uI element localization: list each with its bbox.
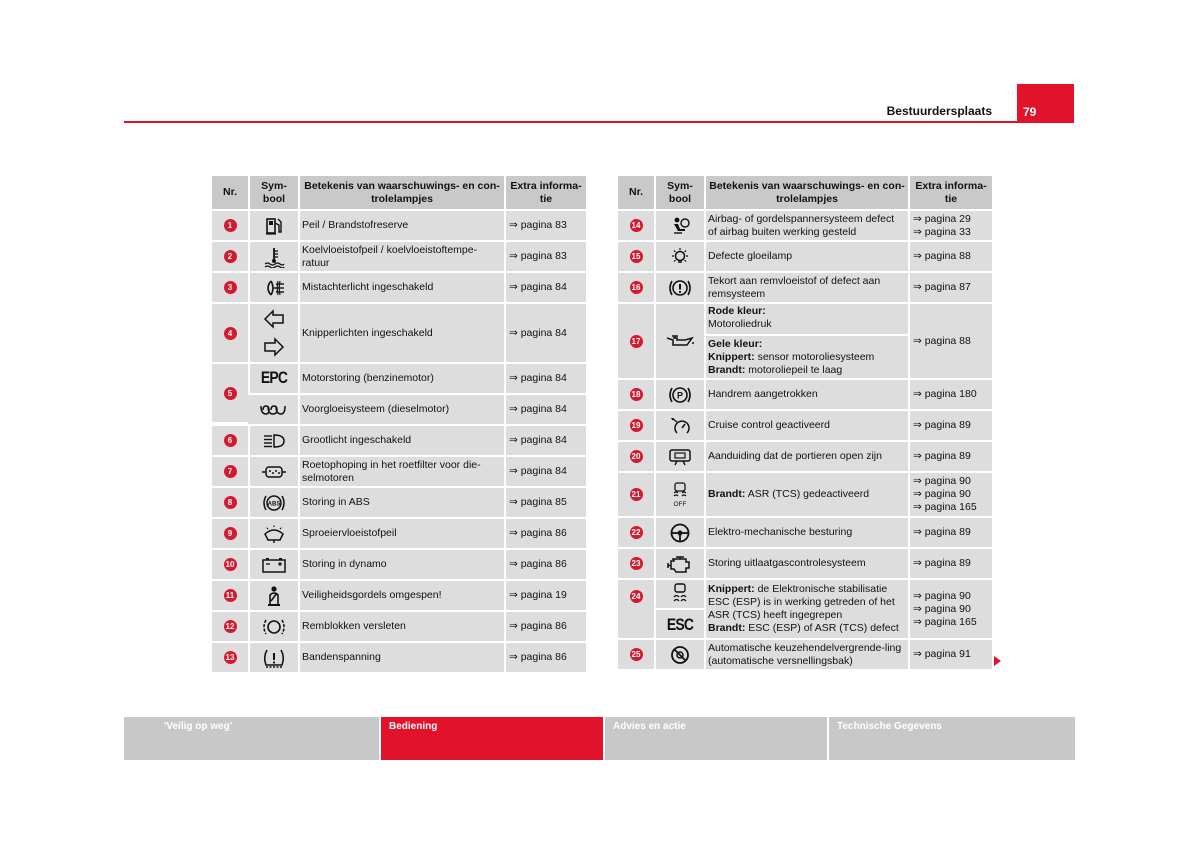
- asr-off-label: OFF: [673, 500, 687, 508]
- table-row: [618, 549, 992, 578]
- burn-label: Brandt:: [708, 488, 746, 500]
- row-description: Airbag- of gordelspannersysteem defect of airbag buiten werking gesteld: [704, 211, 908, 240]
- row-description: Motoroliedruk: [708, 318, 772, 330]
- table-row: [212, 273, 586, 302]
- col-header-nr: Nr.: [618, 176, 654, 209]
- row-description: ESC (ESP) of ASR (TCS) defect: [748, 622, 899, 634]
- cruise-control-icon: [656, 415, 704, 437]
- chapter-nav: [124, 717, 1075, 760]
- row-number-badge: 15: [630, 250, 643, 263]
- row-number-badge: 12: [224, 620, 237, 633]
- page-reference-link[interactable]: ⇒ pagina 86: [504, 643, 586, 672]
- row-number-badge: 21: [630, 488, 643, 501]
- brake-pad-icon: [250, 617, 298, 637]
- row-description: Storing in dynamo: [298, 550, 504, 579]
- col-header-meaning: Betekenis van waarschuwings- en con- trolelampjes: [704, 176, 908, 209]
- row-description: motoroliepeil te laag: [748, 364, 843, 376]
- row-description: Roetophoping in het roetfilter voor die-selmotoren: [298, 457, 504, 486]
- table-row: [212, 550, 586, 579]
- page-reference-link[interactable]: ⇒ pagina 84: [504, 426, 586, 455]
- col-header-symbol: Sym- bool: [654, 176, 704, 209]
- col-header-extra: Extra informa- tie: [908, 176, 992, 209]
- table-row: [618, 473, 992, 516]
- table-row: [618, 640, 992, 669]
- row-description: Veiligheidsgordels omgespen!: [298, 581, 504, 610]
- table-row: [212, 395, 586, 424]
- page-reference-link[interactable]: ⇒ pagina 84: [504, 364, 586, 393]
- page-reference-link[interactable]: ⇒ pagina 90: [913, 488, 971, 500]
- chapter-tab-advies-en-actie[interactable]: Advies en actie: [605, 717, 827, 760]
- col-header-meaning: Betekenis van waarschuwings- en con- trolelampjes: [298, 176, 504, 209]
- page-reference-link[interactable]: ⇒ pagina 165: [913, 615, 977, 628]
- chapter-tab-veilig-op-weg[interactable]: 'Veilig op weg': [124, 717, 379, 760]
- page-reference-link[interactable]: ⇒ pagina 90: [913, 589, 971, 602]
- row-description: Koelvloeistofpeil / koelvloeistoftempe-ratuur: [298, 242, 504, 271]
- brake-warning-icon: [656, 277, 704, 299]
- table-row: [212, 364, 586, 393]
- page-reference-link[interactable]: ⇒ pagina 86: [504, 519, 586, 548]
- row-description: de Elektronische stabilisatie ESC (ESP) is in werking getreden of het ASR (TCS) heeft ingegrepen: [708, 583, 895, 621]
- row-description: Bandenspanning: [298, 643, 504, 672]
- table-row: [618, 242, 992, 271]
- table-row: [618, 442, 992, 471]
- table-row: [212, 519, 586, 548]
- burn-label: Brandt:: [708, 622, 746, 634]
- row-description: Tekort aan remvloeistof of defect aan remsysteem: [704, 273, 908, 302]
- row-description: Automatische keuzehendelvergrende-ling (automatische versnellingsbak): [704, 640, 908, 669]
- steering-wheel-icon: [656, 522, 704, 544]
- header-rule: [124, 121, 1074, 123]
- row-number-badge: 25: [630, 648, 643, 661]
- page-reference-link[interactable]: ⇒ pagina 90: [913, 475, 971, 487]
- gear-lock-icon: [656, 644, 704, 666]
- row-description: Defecte gloeilamp: [704, 242, 908, 271]
- page-reference-link[interactable]: ⇒ pagina 89: [913, 557, 971, 569]
- row-number-badge: 7: [224, 465, 237, 478]
- tire-pressure-icon: [250, 647, 298, 669]
- row-number-badge: 2: [224, 250, 237, 263]
- bulb-icon: [656, 247, 704, 267]
- row-description: Mistachterlicht ingeschakeld: [298, 273, 504, 302]
- burn-label: Brandt:: [708, 364, 746, 376]
- turn-signal-arrows-icon: [250, 308, 298, 358]
- row-number-badge: 3: [224, 281, 237, 294]
- washer-fluid-icon: [250, 524, 298, 544]
- row-number-badge: 4: [224, 327, 237, 340]
- page-reference-link[interactable]: ⇒ pagina 88: [913, 334, 971, 347]
- row-description: Aanduiding dat de portieren open zijn: [704, 442, 908, 471]
- coolant-temperature-icon: [250, 246, 298, 268]
- table-row: [618, 304, 992, 378]
- row-description: Elektro-mechanische besturing: [704, 518, 908, 547]
- row-number-badge: 1: [224, 219, 237, 232]
- warning-lights-table-right: [618, 174, 992, 671]
- continue-arrow-icon: [994, 656, 1001, 666]
- table-row: [212, 242, 586, 271]
- row-number-badge: 16: [630, 281, 643, 294]
- page-reference-link[interactable]: ⇒ pagina 83: [504, 242, 586, 271]
- row-number-badge: 5: [224, 387, 237, 400]
- epc-text-icon: EPC: [260, 367, 288, 387]
- page-reference-link[interactable]: ⇒ pagina 88: [913, 250, 971, 262]
- col-header-symbol: Sym- bool: [248, 176, 298, 209]
- row-description: Knipperlichten ingeschakeld: [298, 304, 504, 362]
- row-description: Peil / Brandstofreserve: [298, 211, 504, 240]
- fuel-pump-icon: [250, 216, 298, 236]
- red-color-label: Rode kleur:: [708, 305, 766, 317]
- page-number: 79: [1017, 84, 1074, 123]
- engine-icon: [656, 554, 704, 574]
- blink-label: Knippert:: [708, 583, 755, 595]
- parking-brake-icon: [656, 384, 704, 406]
- table-row: [618, 580, 992, 638]
- esc-skid-icon: [670, 582, 690, 606]
- page-reference-link[interactable]: ⇒ pagina 84: [504, 395, 586, 424]
- row-description: Voorgloeisysteem (dieselmotor): [298, 395, 504, 424]
- row-description: Handrem aangetrokken: [704, 380, 908, 409]
- table-row: [618, 411, 992, 440]
- chapter-tab-technische-gegevens[interactable]: Technische Gegevens: [829, 717, 1075, 760]
- table-row: [618, 518, 992, 547]
- oil-can-icon: [656, 333, 704, 349]
- col-header-nr: Nr.: [212, 176, 248, 209]
- page-reference-link[interactable]: ⇒ pagina 86: [504, 612, 586, 641]
- page-reference-link[interactable]: ⇒ pagina 165: [913, 501, 977, 513]
- battery-icon: [250, 556, 298, 574]
- particulate-filter-icon: [250, 464, 298, 480]
- abs-icon: [250, 493, 298, 513]
- abs-label: ABS: [267, 501, 281, 507]
- page-reference-link[interactable]: ⇒ pagina 29: [913, 212, 971, 225]
- chapter-tab-bediening[interactable]: Bediening: [381, 717, 603, 760]
- row-number-badge: 19: [630, 419, 643, 432]
- page-reference-link[interactable]: ⇒ pagina 90: [913, 602, 971, 615]
- page-reference-link[interactable]: ⇒ pagina 91: [913, 648, 971, 660]
- row-number-badge: 13: [224, 651, 237, 664]
- seatbelt-icon: [250, 585, 298, 607]
- rear-fog-light-icon: [250, 279, 298, 297]
- blink-label: Knippert:: [708, 351, 755, 363]
- row-number-badge: 23: [630, 557, 643, 570]
- row-description: Cruise control geactiveerd: [704, 411, 908, 440]
- page-reference-link[interactable]: ⇒ pagina 180: [913, 388, 977, 400]
- row-description: Remblokken versleten: [298, 612, 504, 641]
- row-description: ASR (TCS) gedeactiveerd: [747, 488, 870, 500]
- page-reference-link[interactable]: ⇒ pagina 89: [913, 450, 971, 462]
- row-number-badge: 17: [630, 335, 643, 348]
- row-number-badge: 20: [630, 450, 643, 463]
- table-row: [212, 581, 586, 610]
- page-reference-link[interactable]: ⇒ pagina 89: [913, 526, 971, 538]
- row-description: Storing uitlaatgascontrolesysteem: [704, 549, 908, 578]
- asr-off-icon: [656, 480, 704, 510]
- page-reference-link[interactable]: ⇒ pagina 84: [504, 457, 586, 486]
- page-reference-link[interactable]: ⇒ pagina 19: [504, 581, 586, 610]
- page-reference-link[interactable]: ⇒ pagina 84: [504, 273, 586, 302]
- table-row: [212, 488, 586, 517]
- page-reference-link[interactable]: ⇒ pagina 87: [913, 281, 971, 293]
- section-title: Bestuurdersplaats: [886, 104, 992, 118]
- parking-brake-label: P: [676, 390, 684, 400]
- high-beam-icon: [250, 433, 298, 449]
- table-row: [618, 380, 992, 409]
- table-row: [212, 304, 586, 362]
- table-row: [618, 273, 992, 302]
- table-row: [212, 457, 586, 486]
- airbag-icon: [656, 215, 704, 237]
- row-number-badge: 11: [224, 589, 237, 602]
- row-number-badge: 9: [224, 527, 237, 540]
- row-number-badge: 18: [630, 388, 643, 401]
- table-row: [212, 426, 586, 455]
- row-number-badge: 24: [630, 590, 643, 603]
- table-row: [212, 211, 586, 240]
- row-description: Sproeiervloeistofpeil: [298, 519, 504, 548]
- row-number-badge: 10: [224, 558, 237, 571]
- warning-lights-table-left: [212, 174, 586, 674]
- row-number-badge: 8: [224, 496, 237, 509]
- row-description: Grootlicht ingeschakeld: [298, 426, 504, 455]
- row-description: sensor motoroliesysteem: [757, 351, 875, 363]
- row-number-badge: 6: [224, 434, 237, 447]
- page-reference-link[interactable]: ⇒ pagina 85: [504, 488, 586, 517]
- row-number-badge: 14: [630, 219, 643, 232]
- row-number-badge: 22: [630, 526, 643, 539]
- table-row: [212, 612, 586, 641]
- col-header-extra: Extra informa- tie: [504, 176, 586, 209]
- page-reference-link[interactable]: ⇒ pagina 86: [504, 550, 586, 579]
- page-reference-link[interactable]: ⇒ pagina 33: [913, 225, 971, 238]
- row-description: Storing in ABS: [298, 488, 504, 517]
- yellow-color-label: Gele kleur:: [708, 338, 763, 350]
- glow-plug-icon: [248, 402, 298, 418]
- door-open-icon: [656, 447, 704, 467]
- page-reference-link[interactable]: ⇒ pagina 84: [504, 304, 586, 362]
- table-row: [618, 211, 992, 240]
- table-row: [212, 643, 586, 672]
- page-reference-link[interactable]: ⇒ pagina 89: [913, 419, 971, 431]
- row-description: Motorstoring (benzinemotor): [298, 364, 504, 393]
- page-reference-link[interactable]: ⇒ pagina 83: [504, 211, 586, 240]
- esc-icon: ESC: [666, 614, 694, 634]
